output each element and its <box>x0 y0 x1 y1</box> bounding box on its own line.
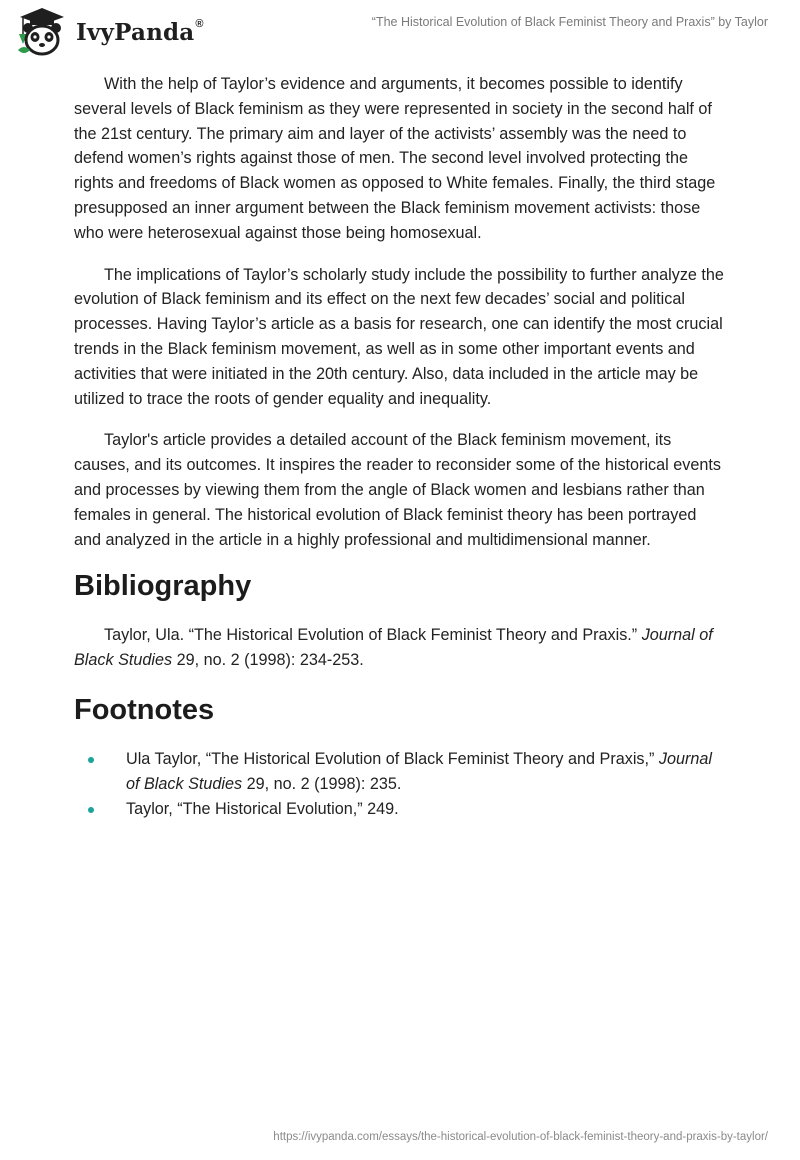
registered-mark: ® <box>195 17 204 30</box>
footnote-item <box>74 747 726 797</box>
bibliography-heading: Bibliography <box>74 570 252 603</box>
page-header <box>0 0 800 64</box>
bib-entry-details: 29, no. 2 (1998): 234-253. <box>172 651 364 670</box>
bib-entry-text: Taylor, Ula. “The Historical Evolution of Black Feminist Theory and Praxis.” <box>104 626 642 645</box>
body-paragraph-3: Taylor's article provides a detailed account of the Black feminism movement, its causes, and its outcomes. It inspires the reader to reconsider some of the historical events and processes by viewing them from the angle of Black women and lesbians rather than females in general. The historical evolution of Black feminist theory has been portrayed and analyzed in the article in a highly professional and multidimensional manner. <box>74 431 721 549</box>
logo-wordmark: IvyPanda® <box>76 17 204 46</box>
document-title: “The Historical Evolution of Black Feminist Theory and Praxis” by Taylor <box>371 15 768 29</box>
bibliography-entry <box>74 623 726 673</box>
ivypanda-logo[interactable] <box>14 6 204 58</box>
bullet-icon <box>88 757 94 763</box>
footnotes-list <box>74 747 726 821</box>
body-paragraph-2: The implications of Taylor’s scholarly study include the possibility to further analyze the evolution of Black feminism and its effect on the next few decades’ social and political processes. Having Taylor’s article as a basis for research, one can identify the most crucial trends in the Black feminism movement, as well as in some other important events and activities that were initiated in the 20th century. Also, data included in the article may be utilized to trace the roots of gender equality and inequality. <box>74 265 724 408</box>
source-url[interactable]: https://ivypanda.com/essays/the-historical-evolution-of-black-feminist-theory-and-praxis-by-taylor/ <box>273 1131 768 1143</box>
footnote-journal: Journal of Black Studies <box>126 749 712 793</box>
footnote-details: 29, no. 2 (1998): 235. <box>242 774 402 793</box>
footnote-text: Taylor, “The Historical Evolution,” 249. <box>126 799 399 818</box>
footnotes-heading: Footnotes <box>74 693 215 726</box>
panda-graduate-icon <box>14 6 70 58</box>
essay-content <box>74 72 726 821</box>
bib-entry-journal: Journal of Black Studies <box>74 626 713 670</box>
body-paragraph-1: With the help of Taylor’s evidence and arguments, it becomes possible to identify several levels of Black feminism as they were represented in society in the second half of the 21st century. The primary aim and layer of the activists’ assembly was the need to defend women’s rights against those of men. The second level involved protecting the rights and freedoms of Black women as opposed to White females. Finally, the third stage presupposed an inner argument between the Black feminism movement activists: those who were heterosexual against those being homosexual. <box>74 75 716 242</box>
footnote-text: Ula Taylor, “The Historical Evolution of Black Feminist Theory and Praxis,” <box>126 749 659 768</box>
footnote-item <box>74 797 726 822</box>
bullet-icon <box>88 807 94 813</box>
